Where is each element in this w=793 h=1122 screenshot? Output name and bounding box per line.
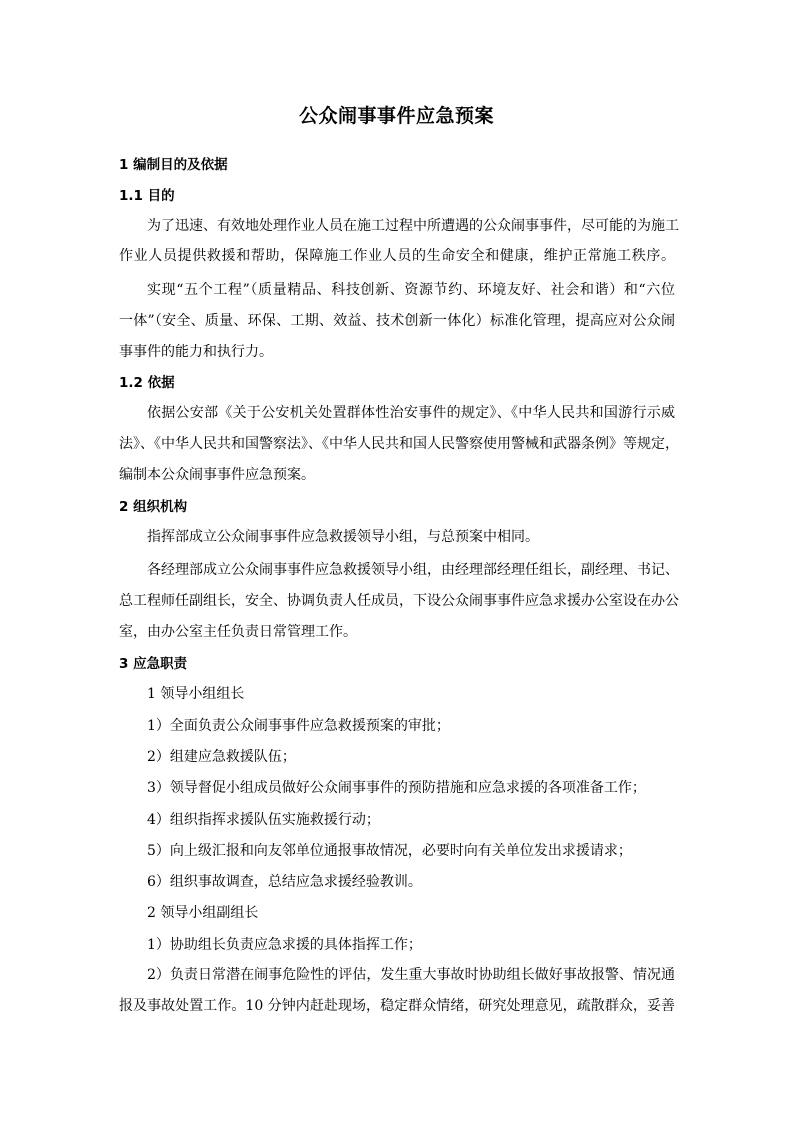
list-item: 5）向上级汇报和向友邻单位通报事故情况，必要时向有关单位发出求援请求； <box>147 843 632 859</box>
paragraph-line: 实现“五个工程”（质量精品、科技创新、资源节约、环境友好、社会和谐）和“六位 <box>147 282 675 298</box>
section-heading-3: 3 应急职责 <box>119 656 188 672</box>
paragraph-line: 事事件的能力和执行力。 <box>119 344 273 360</box>
subsection-heading-1-2: 1.2 依据 <box>119 375 175 391</box>
paragraph-line: 编制本公众闹事事件应急预案。 <box>119 467 315 483</box>
list-item: 3）领导督促小组成员做好公众闹事事件的预防措施和应急求援的各项准备工作； <box>147 780 646 796</box>
list-item: 2）负责日常潜在闹事危险性的评估，发生重大事故时协助组长做好事故报警、情况通 <box>147 967 675 983</box>
paragraph-line: 法》、《中华人民共和国警察法》、《中华人民共和国人民警察使用警械和武器条例》等规定， <box>119 436 679 452</box>
subsection-heading-1-1: 1.1 目的 <box>119 188 175 204</box>
list-heading: 2 领导小组副组长 <box>147 905 259 921</box>
list-item: 6）组织事故调查，总结应急求援经验教训。 <box>147 874 422 890</box>
list-heading: 1 领导小组组长 <box>147 686 245 702</box>
paragraph-line: 各经理部成立公众闹事事件应急救援领导小组，由经理部经理任组长，副经理、书记、 <box>147 562 679 578</box>
list-item: 4）组织指挥求援队伍实施救援行动； <box>147 812 380 828</box>
paragraph-line: 总工程师任副组长，安全、协调负责人任成员，下设公众闹事事件应急求援办公室设在办公 <box>119 593 679 609</box>
document-title: 公众闹事事件应急预案 <box>298 105 494 127</box>
list-item: 1）协助组长负责应急求援的具体指挥工作； <box>147 937 422 953</box>
section-heading-1: 1 编制目的及依据 <box>119 157 228 173</box>
paragraph-line: 为了迅速、有效地处理作业人员在施工过程中所遭遇的公众闹事事件，尽可能的为施工 <box>147 218 679 234</box>
paragraph-line: 依据公安部《关于公安机关处置群体性治安事件的规定》、《中华人民共和国游行示威 <box>147 405 675 421</box>
paragraph-line: 报及事故处置工作。10 分钟内赶赴现场，稳定群众情绪，研究处理意见，疏散群众，妥善 <box>119 998 675 1014</box>
section-heading-2: 2 组织机构 <box>119 499 188 515</box>
list-item: 2）组建应急救援队伍； <box>147 749 296 765</box>
paragraph-line: 指挥部成立公众闹事事件应急救援领导小组，与总预案中相同。 <box>147 529 539 545</box>
paragraph-line: 作业人员提供救援和帮助，保障施工作业人员的生命安全和健康，维护正常施工秩序。 <box>119 248 675 264</box>
paragraph-line: 一体”（安全、质量、环保、工期、效益、技术创新一体化）标准化管理，提高应对公众闹 <box>119 313 675 329</box>
paragraph-line: 室，由办公室主任负责日常管理工作。 <box>119 624 357 640</box>
list-item: 1）全面负责公众闹事事件应急救援预案的审批； <box>147 718 450 734</box>
